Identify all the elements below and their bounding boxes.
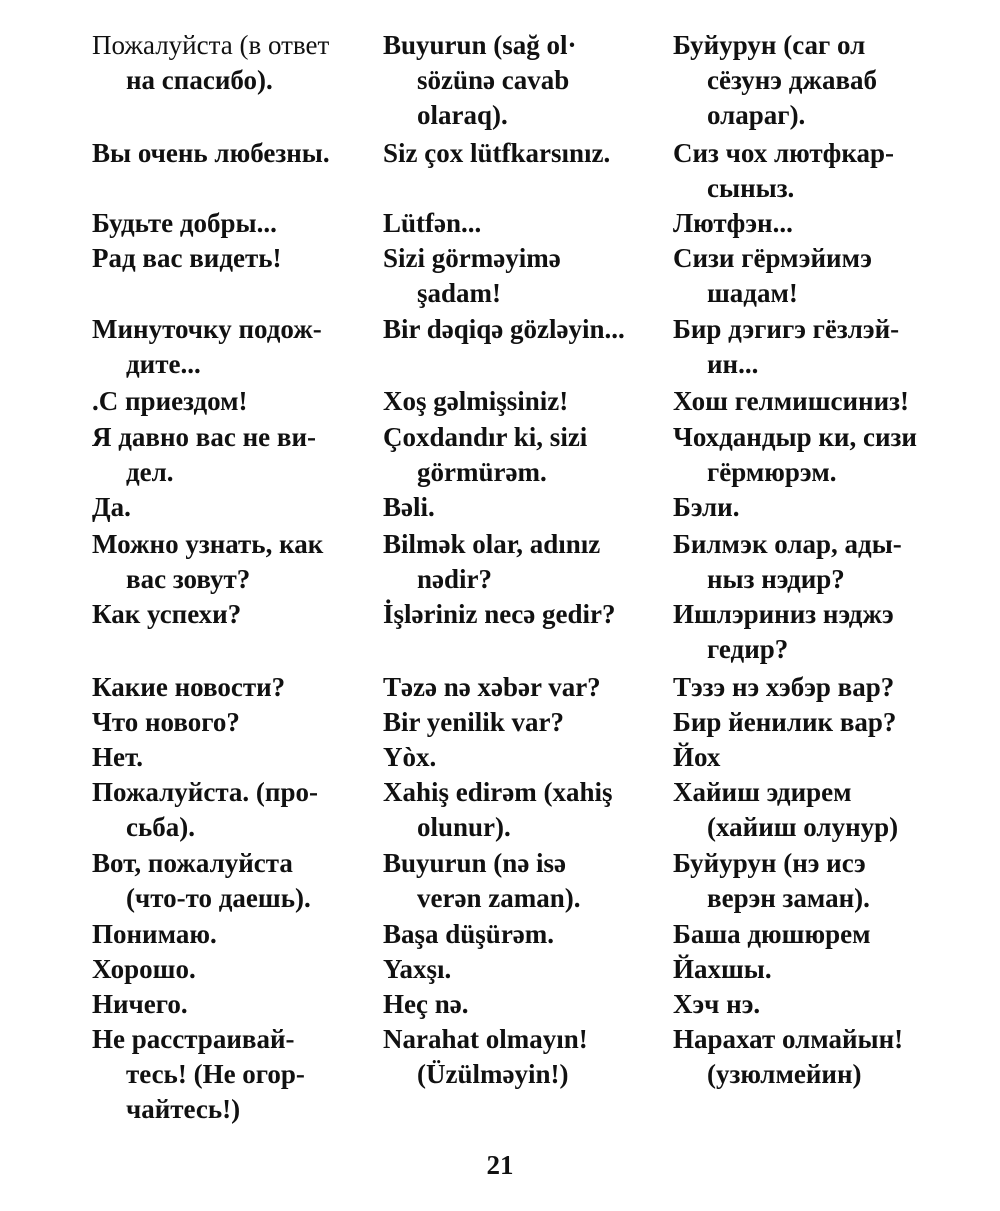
- azerbaijani-cyrillic-cell: [673, 384, 973, 419]
- azerbaijani-latin-cell: [383, 1022, 673, 1092]
- azerbaijani-cyrillic-text: Сизи гёрмэйимэ: [673, 243, 872, 273]
- azerbaijani-cyrillic-text: шадам!: [707, 278, 798, 308]
- russian-text: Вот, пожалуйста: [92, 848, 293, 878]
- russian-text: чайтесь!): [126, 1094, 241, 1124]
- azerbaijani-latin-cell: [383, 846, 673, 916]
- azerbaijani-latin-text: (Üzülməyin!): [417, 1059, 569, 1089]
- russian-text: сьба).: [126, 812, 196, 842]
- russian-text: Пожалуйста. (про-: [92, 777, 318, 807]
- azerbaijani-latin-text: verən zaman).: [417, 883, 581, 913]
- azerbaijani-latin-text: Başa düşürəm.: [383, 919, 555, 949]
- azerbaijani-cyrillic-text: (хайиш олунур): [707, 812, 899, 842]
- russian-text: Что нового?: [92, 707, 240, 737]
- russian-cell: [92, 597, 382, 632]
- russian-text: Не расстраивай-: [92, 1024, 295, 1054]
- russian-cell: [92, 740, 382, 775]
- azerbaijani-latin-text: Təzə nə xəbər var?: [383, 672, 601, 702]
- azerbaijani-latin-text: sözünə cavab: [417, 65, 570, 95]
- azerbaijani-cyrillic-cell: [673, 846, 973, 916]
- azerbaijani-cyrillic-text: ныз нэдир?: [707, 564, 845, 594]
- azerbaijani-cyrillic-cell: [673, 987, 973, 1022]
- russian-text: Ничего.: [92, 989, 188, 1019]
- azerbaijani-latin-cell: [383, 952, 673, 987]
- azerbaijani-cyrillic-cell: [673, 917, 973, 952]
- azerbaijani-latin-text: Yòx.: [383, 742, 437, 772]
- azerbaijani-cyrillic-text: Нарахат олмайын!: [673, 1024, 904, 1054]
- azerbaijani-cyrillic-text: Буйурун (саг ол: [673, 30, 866, 60]
- azerbaijani-cyrillic-text: Бир йенилик вар?: [673, 707, 897, 737]
- russian-text: Вы очень любезны.: [92, 138, 330, 168]
- azerbaijani-latin-cell: [383, 527, 673, 597]
- azerbaijani-latin-text: Yaxşı.: [383, 954, 452, 984]
- azerbaijani-latin-text: Heç nə.: [383, 989, 469, 1019]
- russian-cell: [92, 420, 382, 490]
- azerbaijani-latin-cell: [383, 490, 673, 525]
- russian-cell: [92, 490, 382, 525]
- russian-text: Как успехи?: [92, 599, 242, 629]
- russian-text: Нет.: [92, 742, 143, 772]
- azerbaijani-cyrillic-text: Йох: [673, 742, 721, 772]
- azerbaijani-cyrillic-text: верэн заман).: [707, 883, 870, 913]
- russian-text: Будьте добры...: [92, 208, 277, 238]
- azerbaijani-latin-text: olaraq).: [417, 100, 508, 130]
- azerbaijani-latin-text: Buyurun (sağ ol·: [383, 30, 577, 60]
- azerbaijani-cyrillic-text: Хош гелмишсиниз!: [673, 386, 909, 416]
- russian-cell: [92, 917, 382, 952]
- russian-cell: [92, 527, 382, 597]
- russian-text: дите...: [126, 349, 201, 379]
- azerbaijani-cyrillic-cell: [673, 241, 973, 311]
- azerbaijani-cyrillic-cell: [673, 28, 973, 133]
- azerbaijani-latin-text: Xoş gəlmişsiniz!: [383, 386, 569, 416]
- azerbaijani-latin-cell: [383, 670, 673, 705]
- russian-cell: [92, 1022, 382, 1127]
- azerbaijani-cyrillic-cell: [673, 527, 973, 597]
- azerbaijani-latin-cell: [383, 597, 673, 632]
- azerbaijani-cyrillic-text: Билмэк олар, ады-: [673, 529, 902, 559]
- azerbaijani-cyrillic-text: Буйурун (нэ исэ: [673, 848, 866, 878]
- azerbaijani-latin-cell: [383, 206, 673, 241]
- azerbaijani-cyrillic-text: Лютфэн...: [673, 208, 793, 238]
- azerbaijani-latin-cell: [383, 312, 673, 347]
- russian-cell: [92, 206, 382, 241]
- azerbaijani-cyrillic-text: гедир?: [707, 634, 789, 664]
- russian-text: Да.: [92, 492, 131, 522]
- azerbaijani-cyrillic-cell: [673, 775, 973, 845]
- russian-text: Пожалуйста (в ответ: [92, 30, 330, 60]
- russian-cell: [92, 384, 382, 419]
- azerbaijani-latin-text: şadam!: [417, 278, 502, 308]
- azerbaijani-latin-text: Narahat olmayın!: [383, 1024, 588, 1054]
- azerbaijani-cyrillic-text: Сиз чох лютфкар-: [673, 138, 894, 168]
- russian-cell: [92, 28, 382, 98]
- russian-text: (что-то даешь).: [126, 883, 311, 913]
- azerbaijani-cyrillic-text: Тэзэ нэ хэбэр вар?: [673, 672, 895, 702]
- russian-text: Можно узнать, как: [92, 529, 324, 559]
- azerbaijani-cyrillic-cell: [673, 420, 973, 490]
- russian-cell: [92, 952, 382, 987]
- russian-text: тесь! (Не огор-: [126, 1059, 305, 1089]
- azerbaijani-cyrillic-cell: [673, 740, 973, 775]
- azerbaijani-latin-text: Xahiş edirəm (xahiş: [383, 777, 613, 807]
- azerbaijani-latin-text: görmürəm.: [417, 457, 547, 487]
- azerbaijani-latin-text: Bəli.: [383, 492, 435, 522]
- azerbaijani-cyrillic-cell: [673, 312, 973, 382]
- russian-text: вас зовут?: [126, 564, 251, 594]
- azerbaijani-latin-text: Bir yenilik var?: [383, 707, 565, 737]
- azerbaijani-cyrillic-text: сыныз.: [707, 173, 795, 203]
- azerbaijani-cyrillic-cell: [673, 597, 973, 667]
- azerbaijani-cyrillic-cell: [673, 1022, 973, 1092]
- russian-cell: [92, 775, 382, 845]
- azerbaijani-latin-cell: [383, 705, 673, 740]
- azerbaijani-latin-cell: [383, 241, 673, 311]
- russian-text: Какие новости?: [92, 672, 286, 702]
- azerbaijani-latin-text: Lütfən...: [383, 208, 482, 238]
- azerbaijani-cyrillic-text: (узюлмейин): [707, 1059, 862, 1089]
- azerbaijani-latin-text: olunur).: [417, 812, 511, 842]
- azerbaijani-latin-text: Bir dəqiqə gözləyin...: [383, 314, 625, 344]
- azerbaijani-cyrillic-text: Чохдандыр ки, сизи: [673, 422, 917, 452]
- azerbaijani-cyrillic-text: ин...: [707, 349, 759, 379]
- russian-cell: [92, 241, 382, 276]
- russian-text: Рад вас видеть!: [92, 243, 282, 273]
- page-number: 21: [486, 1150, 514, 1180]
- azerbaijani-cyrillic-cell: [673, 705, 973, 740]
- azerbaijani-cyrillic-text: Баша дюшюрем: [673, 919, 871, 949]
- azerbaijani-latin-text: Bilmək olar, adınız: [383, 529, 601, 559]
- azerbaijani-cyrillic-cell: [673, 490, 973, 525]
- azerbaijani-cyrillic-text: гёрмюрэм.: [707, 457, 837, 487]
- azerbaijani-cyrillic-text: Ишлэриниз нэджэ: [673, 599, 894, 629]
- azerbaijani-latin-cell: [383, 420, 673, 490]
- azerbaijani-latin-cell: [383, 740, 673, 775]
- azerbaijani-latin-cell: [383, 384, 673, 419]
- azerbaijani-cyrillic-text: Йахшы.: [673, 954, 772, 984]
- russian-cell: [92, 705, 382, 740]
- russian-text: Минуточку подож-: [92, 314, 322, 344]
- azerbaijani-cyrillic-text: Бэли.: [673, 492, 740, 522]
- russian-cell: [92, 312, 382, 382]
- azerbaijani-latin-cell: [383, 775, 673, 845]
- azerbaijani-cyrillic-cell: [673, 670, 973, 705]
- azerbaijani-latin-text: Çoxdandır ki, sizi: [383, 422, 588, 452]
- russian-cell: [92, 987, 382, 1022]
- russian-text: на спасибо).: [126, 65, 273, 95]
- russian-text: Хорошо.: [92, 954, 196, 984]
- azerbaijani-cyrillic-text: сёзунэ джаваб: [707, 65, 878, 95]
- russian-cell: [92, 670, 382, 705]
- azerbaijani-cyrillic-text: олараг).: [707, 100, 806, 130]
- azerbaijani-cyrillic-cell: [673, 952, 973, 987]
- russian-cell: [92, 846, 382, 916]
- russian-text: Я давно вас не ви-: [92, 422, 317, 452]
- azerbaijani-latin-cell: [383, 28, 673, 133]
- azerbaijani-cyrillic-cell: [673, 206, 973, 241]
- azerbaijani-cyrillic-cell: [673, 136, 973, 206]
- azerbaijani-latin-text: İşləriniz necə gedir?: [383, 599, 616, 629]
- azerbaijani-latin-cell: [383, 917, 673, 952]
- azerbaijani-cyrillic-text: Хайиш эдирем: [673, 777, 852, 807]
- azerbaijani-cyrillic-text: Бир дэгигэ гёзлэй-: [673, 314, 900, 344]
- azerbaijani-latin-cell: [383, 987, 673, 1022]
- azerbaijani-latin-text: nədir?: [417, 564, 493, 594]
- russian-text: дел.: [126, 457, 174, 487]
- russian-text: .С приездом!: [92, 386, 248, 416]
- azerbaijani-latin-text: Buyurun (nə isə: [383, 848, 567, 878]
- azerbaijani-latin-text: Sizi görməyimə: [383, 243, 561, 273]
- azerbaijani-cyrillic-text: Хэч нэ.: [673, 989, 761, 1019]
- azerbaijani-latin-text: Siz çox lütfkarsınız.: [383, 138, 611, 168]
- russian-cell: [92, 136, 382, 171]
- azerbaijani-latin-cell: [383, 136, 673, 171]
- russian-text: Понимаю.: [92, 919, 217, 949]
